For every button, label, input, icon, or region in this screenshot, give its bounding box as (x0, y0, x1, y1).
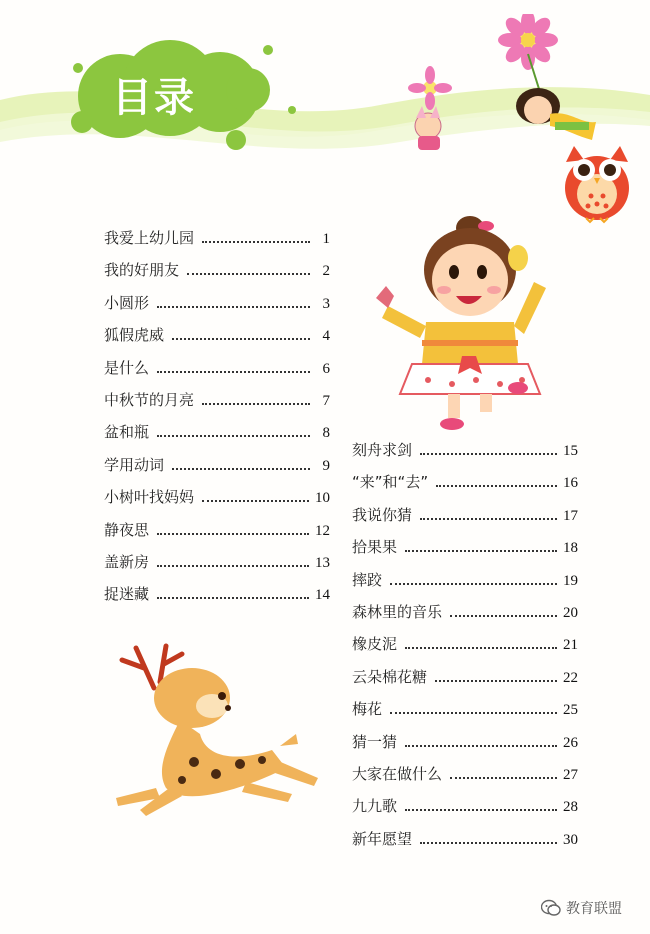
toc-entry-title: 云朵棉花糖 (352, 667, 428, 686)
toc-entry-page: 8 (322, 425, 330, 442)
toc-entry-page: 3 (322, 295, 330, 312)
toc-entry (352, 570, 578, 590)
toc-entry-page: 2 (322, 263, 330, 280)
toc-entry-page: 18 (563, 540, 578, 557)
toc-entry (352, 732, 578, 752)
toc-entry-page: 25 (563, 702, 578, 719)
toc-leader-dots (450, 615, 557, 617)
toc-entry (104, 358, 330, 378)
toc-entry-title: 九九歌 (352, 797, 398, 816)
toc-leader-dots (157, 435, 310, 437)
toc-entry-title: 新年愿望 (352, 829, 413, 848)
toc-entry-page: 7 (322, 393, 330, 409)
toc-entry (104, 260, 330, 280)
toc-entry (104, 455, 330, 475)
toc-entry (104, 325, 330, 345)
toc-entry (352, 829, 578, 849)
toc-leader-dots (390, 583, 557, 585)
toc-entry (104, 584, 330, 604)
toc-entry-title: 摔跤 (352, 570, 383, 589)
toc-entry-title: 捉迷藏 (104, 585, 150, 604)
toc-entry (104, 552, 330, 572)
toc-entry-page: 28 (563, 799, 578, 816)
toc-entry-title: 盆和瓶 (104, 423, 150, 442)
toc-entry-page: 22 (563, 669, 578, 686)
toc-entry-page: 9 (322, 457, 330, 474)
toc-entry-title: 静夜思 (104, 520, 150, 539)
toc-entry-page: 13 (315, 555, 330, 571)
toc-entry (352, 440, 578, 460)
toc-entry (352, 699, 578, 719)
toc-entry-page: 17 (563, 507, 578, 524)
toc-leader-dots (450, 777, 557, 779)
watermark-text: 教育联盟 (566, 901, 622, 917)
toc-entry (352, 634, 578, 654)
toc-entry-title: 盖新房 (104, 553, 150, 571)
toc-entry (352, 796, 578, 816)
toc-entry-title: 小树叶找妈妈 (104, 488, 195, 507)
toc-leader-dots (390, 712, 557, 714)
toc-leader-dots (436, 485, 557, 487)
girl-holding-pear-illustration (368, 214, 548, 434)
toc-entry (104, 390, 330, 410)
toc-entry-title: 森林里的音乐 (352, 603, 443, 621)
owl-illustration (558, 142, 636, 224)
toc-entry (104, 487, 330, 507)
toc-entry-title: 是什么 (104, 358, 150, 377)
toc-entry (352, 667, 578, 687)
toc-entry-page: 19 (563, 572, 578, 589)
toc-entry-title: “来”和“去” (352, 473, 429, 492)
flying-girl-flower-illustration (400, 14, 600, 154)
toc-leader-dots (172, 468, 310, 470)
toc-leader-dots (157, 371, 310, 373)
toc-entry (352, 602, 578, 622)
toc-entry-title: 我的好朋友 (104, 261, 180, 280)
toc-entry (104, 520, 330, 540)
toc-leader-dots (187, 273, 310, 275)
page-title: 目录 (112, 75, 196, 121)
toc-entry-page: 14 (315, 587, 330, 604)
toc-leader-dots (157, 306, 310, 308)
toc-leader-dots (420, 453, 557, 455)
toc-entry-title: 小圆形 (104, 293, 150, 312)
toc-entry (104, 228, 330, 248)
toc-entry-page: 16 (563, 475, 578, 492)
toc-entry-title: 狐假虎威 (104, 326, 165, 345)
toc-entry (104, 422, 330, 442)
toc-leader-dots (420, 518, 557, 520)
toc-entry-page: 15 (563, 443, 578, 459)
toc-leader-dots (202, 500, 309, 502)
toc-leader-dots (157, 533, 309, 535)
toc-entry-page: 4 (322, 328, 330, 345)
toc-leader-dots (435, 680, 557, 682)
toc-entry-page: 30 (563, 831, 578, 848)
toc-leader-dots (157, 597, 309, 599)
toc-entry-title: 我爱上幼儿园 (104, 229, 195, 247)
toc-entry-page: 26 (563, 734, 578, 751)
toc-entry-page: 12 (315, 522, 330, 539)
toc-leader-dots (405, 647, 557, 649)
toc-entry-title: 刻舟求剑 (352, 441, 413, 459)
toc-entry-title: 中秋节的月亮 (104, 391, 195, 409)
toc-entry-title: 拾果果 (352, 538, 398, 557)
toc-entry-page: 21 (563, 637, 578, 654)
toc-entry-title: 猜一猜 (352, 732, 398, 751)
toc-leader-dots (157, 565, 309, 567)
toc-entry-page: 27 (563, 767, 578, 783)
toc-entry (352, 537, 578, 557)
wechat-icon (541, 899, 561, 917)
toc-entry (352, 472, 578, 492)
toc-leader-dots (172, 338, 310, 340)
toc-leader-dots (420, 842, 557, 844)
toc-entry-title: 大家在做什么 (352, 765, 443, 783)
toc-entry-page: 20 (563, 605, 578, 621)
toc-entry-title: 学用动词 (104, 455, 165, 474)
toc-leader-dots (405, 745, 557, 747)
toc-entry (352, 505, 578, 525)
deer-illustration (96, 638, 336, 838)
toc-entry (104, 293, 330, 313)
toc-entry-title: 梅花 (352, 700, 383, 719)
toc-leader-dots (405, 550, 557, 552)
toc-entry-title: 橡皮泥 (352, 635, 398, 654)
toc-leader-dots (202, 241, 310, 243)
toc-entry-page: 6 (322, 360, 330, 377)
toc-entry-page: 1 (322, 231, 330, 247)
toc-leader-dots (202, 403, 310, 405)
toc-entry-page: 10 (315, 490, 330, 507)
toc-entry (352, 764, 578, 784)
toc-leader-dots (405, 809, 557, 811)
toc-entry-title: 我说你猜 (352, 505, 413, 524)
watermark (541, 898, 622, 918)
